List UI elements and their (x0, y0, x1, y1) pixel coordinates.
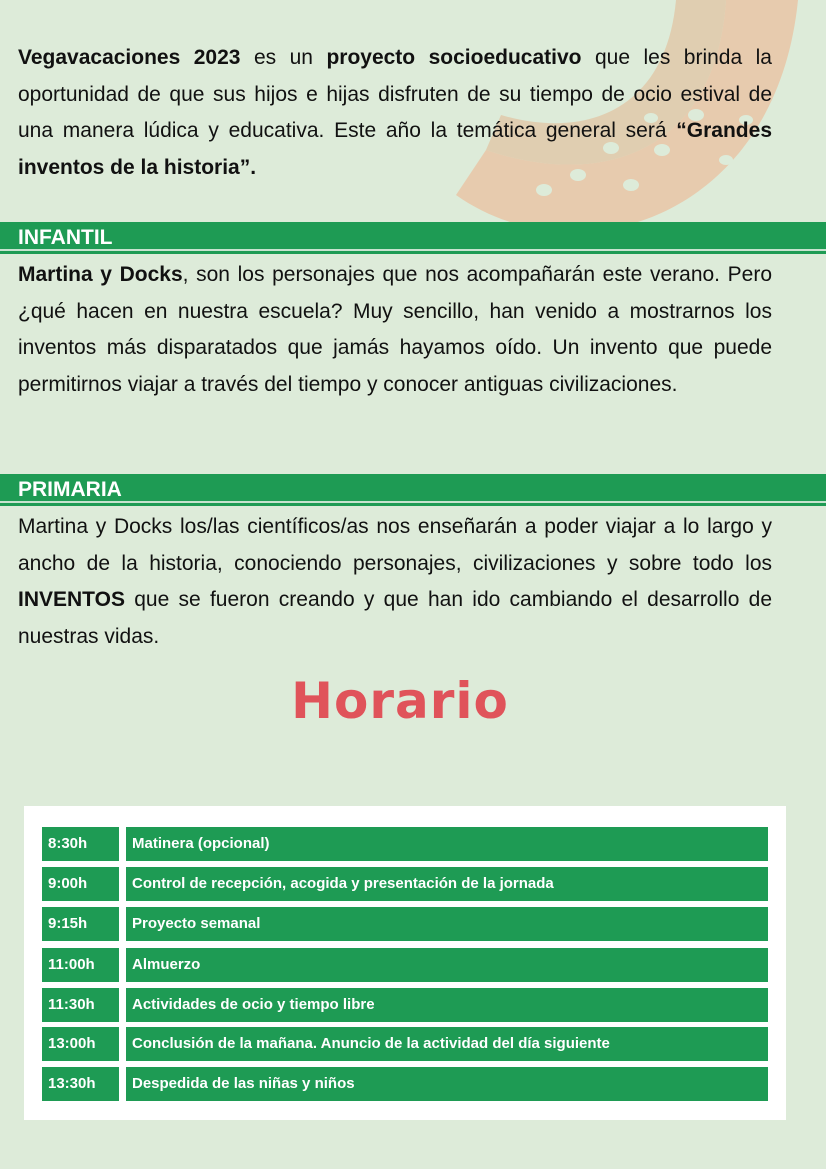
schedule-time: 13:30h (42, 1067, 119, 1101)
schedule-time: 8:30h (42, 827, 119, 861)
bar-divider (0, 249, 826, 251)
primaria-text-1: Martina y Docks los/las científicos/as nos enseñarán a poder viajar a lo largo y ancho de la historia, conociendo personajes, civilizaciones y sobre todo los (18, 515, 772, 575)
infantil-section-bar (0, 222, 826, 254)
primaria-highlight: INVENTOS (18, 588, 125, 611)
schedule-time: 13:00h (42, 1027, 119, 1061)
schedule-time: 11:30h (42, 988, 119, 1022)
primaria-paragraph (18, 509, 772, 655)
intro-paragraph (18, 40, 772, 186)
infantil-text: , son los personajes que nos acompañarán este verano. Pero ¿qué hacen en nuestra escuela? Muy sencillo, han venido a mostrarnos los inventos más disparatados que jamás hayamos oído. Un invento que puede permitirnos viajar a través del tiempo y conocer antiguas civilizaciones. (18, 263, 772, 396)
intro-text-1: es un (240, 46, 327, 69)
infantil-lead: Martina y Docks (18, 263, 183, 286)
intro-text-2: que les brinda la oportunidad de que sus hijos e hijas disfruten de su tiempo de ocio estival de una manera lúdica y educativa. Este año la temática general será (18, 46, 772, 142)
schedule-table (24, 806, 786, 1120)
primaria-text-2: que se fueron creando y que han ido cambiando el desarrollo de nuestras vidas. (18, 588, 772, 648)
primaria-title: PRIMARIA (18, 478, 122, 501)
schedule-activity: Almuerzo (126, 948, 768, 982)
primaria-section-bar (0, 474, 826, 506)
schedule-heading: Horario (291, 672, 509, 730)
infantil-title: INFANTIL (18, 226, 113, 249)
schedule-activity: Matinera (opcional) (126, 827, 768, 861)
project-type: proyecto socioeducativo (326, 46, 582, 69)
schedule-row (42, 907, 768, 941)
schedule-time: 9:15h (42, 907, 119, 941)
schedule-time: 9:00h (42, 867, 119, 901)
schedule-activity: Despedida de las niñas y niños (126, 1067, 768, 1101)
schedule-row (42, 867, 768, 901)
schedule-row (42, 827, 768, 861)
infantil-paragraph (18, 257, 772, 403)
schedule-row (42, 948, 768, 982)
schedule-row (42, 1067, 768, 1101)
project-name: Vegavacaciones 2023 (18, 46, 241, 69)
schedule-row (42, 1027, 768, 1061)
schedule-activity: Control de recepción, acogida y presentación de la jornada (126, 867, 768, 901)
schedule-activity: Conclusión de la mañana. Anuncio de la actividad del día siguiente (126, 1027, 768, 1061)
schedule-time: 11:00h (42, 948, 119, 982)
schedule-row (42, 988, 768, 1022)
bar-divider (0, 501, 826, 503)
schedule-activity: Proyecto semanal (126, 907, 768, 941)
theme-title: “Grandes inventos de la historia”. (18, 119, 772, 179)
schedule-activity: Actividades de ocio y tiempo libre (126, 988, 768, 1022)
